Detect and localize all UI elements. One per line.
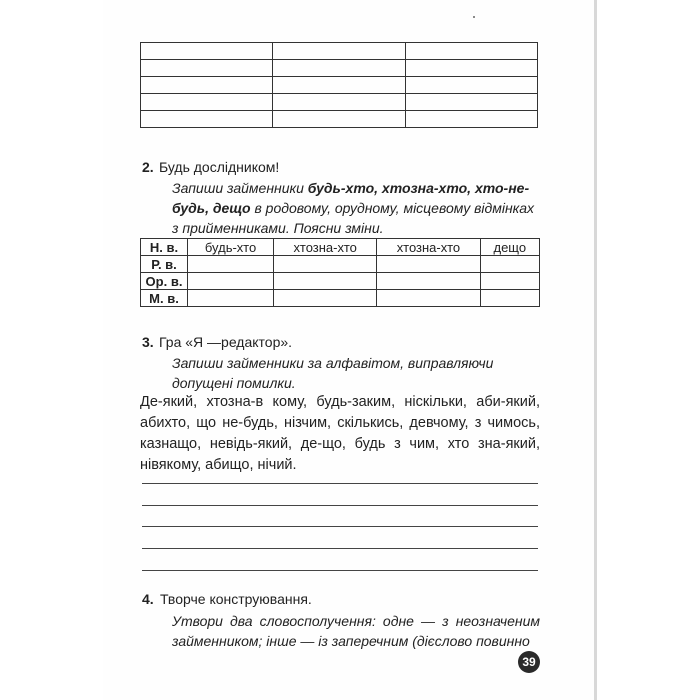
table-cell (274, 290, 377, 307)
table-cell (273, 43, 405, 60)
table-cell (273, 111, 405, 128)
answer-line (142, 483, 538, 484)
top-answer-table (140, 42, 538, 128)
task-2-instruction-part1: Запиши займенники (172, 180, 308, 196)
page-number-badge: 39 (518, 651, 540, 673)
task-3-instruction: Запиши займенники за алфавітом, виправляючи допущені помилки. (172, 355, 494, 391)
task-2-instruction-part2: в родовому, орудному, місцевому відмінках з прийменниками. Поясни зміни. (172, 200, 535, 236)
table-cell (480, 256, 539, 273)
table-header-row (141, 239, 540, 256)
page-spine-shadow (594, 0, 597, 700)
table-cell (141, 77, 273, 94)
table-cell (273, 94, 405, 111)
table-cell (141, 43, 273, 60)
row-label: Р. в. (141, 256, 188, 273)
table-header-cell: хтозна-хто (274, 239, 377, 256)
table-cell (188, 290, 274, 307)
task-3-number: 3. (142, 334, 154, 350)
table-cell (273, 77, 405, 94)
answer-line (142, 548, 538, 549)
table-cell (274, 273, 377, 290)
table-cell (480, 290, 539, 307)
table-row (141, 111, 538, 128)
table-cell (273, 60, 405, 77)
table-cell (141, 111, 273, 128)
answer-line (142, 570, 538, 571)
task-2-instruction-pronouns: будь-хто, хтозна-хто, хто-не-будь, дещо (172, 180, 530, 216)
table-header-cell: хтозна-хто (377, 239, 480, 256)
table-cell (141, 60, 273, 77)
table-cell (377, 256, 480, 273)
row-label: М. в. (141, 290, 188, 307)
table-cell (405, 94, 537, 111)
table-header-cell: Н. в. (141, 239, 188, 256)
table-row (141, 290, 540, 307)
table-cell (480, 273, 539, 290)
table-row (141, 94, 538, 111)
task-2-number: 2. (142, 159, 154, 175)
table-cell (405, 60, 537, 77)
table-row (141, 43, 538, 60)
table-row (141, 60, 538, 77)
table-cell (188, 256, 274, 273)
table-header-cell: будь-хто (188, 239, 274, 256)
table-cell (274, 256, 377, 273)
answer-line (142, 505, 538, 506)
table-cell (377, 273, 480, 290)
table-cell (405, 77, 537, 94)
page-speck (473, 16, 475, 18)
table-cell (188, 273, 274, 290)
table-cell (405, 43, 537, 60)
task-4-instruction: Утвори два словосполучення: одне — з неозначеним займенником; інше — із заперечним (дієслово повинно (172, 613, 540, 649)
table-cell (141, 94, 273, 111)
task-4-number: 4. (142, 591, 154, 607)
task-3-title: Гра «Я —редактор». (159, 334, 293, 350)
case-table (140, 238, 540, 307)
task-4-title: Творче конструювання. (160, 591, 312, 607)
table-cell (377, 290, 480, 307)
table-header-cell: дещо (480, 239, 539, 256)
table-row (141, 77, 538, 94)
task-2-instruction (172, 178, 540, 238)
task-3-word-list: Де-який, хтозна-в кому, будь-заким, ніскільки, аби-який, абихто, що не-будь, нізчим, скількись, девчому, з чимось, казнащо, невідь-який, де-що, будь з чим, хто зна-який, нівякому, абищо, нічий. (140, 394, 540, 473)
task-2-title: Будь дослідником! (159, 159, 280, 175)
row-label: Ор. в. (141, 273, 188, 290)
answer-line (142, 526, 538, 527)
table-cell (405, 111, 537, 128)
table-row (141, 256, 540, 273)
table-row (141, 273, 540, 290)
